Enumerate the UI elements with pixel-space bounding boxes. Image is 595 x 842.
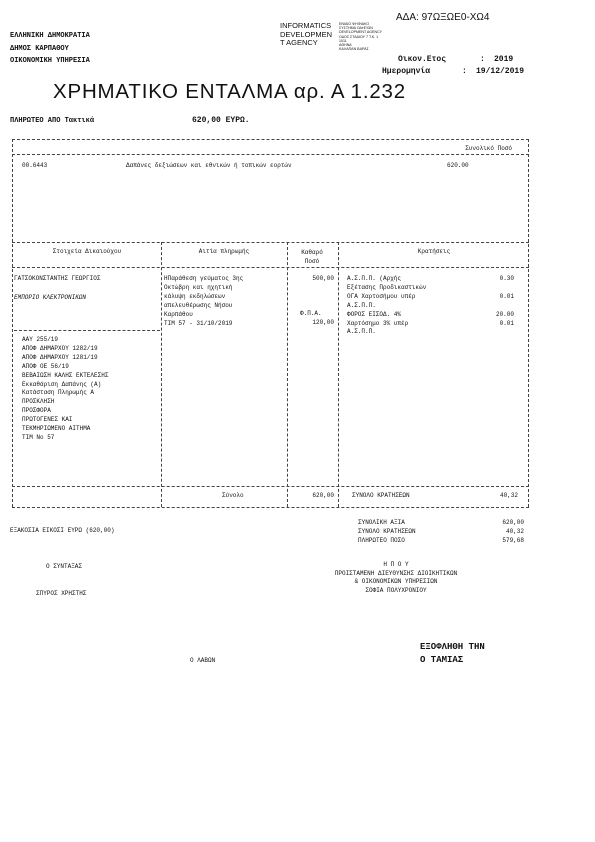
beneficiary-business: ΕΜΠΟΡΙΟ ΚΛΕΚΤΡΟΝΙΚΩΝ (14, 294, 87, 301)
doc-item: ΠΡΟΣΦΟΡΑ (22, 407, 51, 415)
cause-line: Καρπάθου (164, 310, 193, 318)
total-deductions-label: ΣΥΝΟΛΟ ΚΡΑΤΗΣΕΩΝ (352, 492, 410, 499)
header-rule (12, 154, 529, 155)
agency-logo-line-2: DEVELOPMEN (280, 29, 333, 39)
issuer-line-3: ΟΙΚΟΝΟΜΙΚΗ ΥΠΗΡΕΣΙΑ (10, 57, 90, 65)
doc-item: ΑΠΟΦ ΔΗΜΑΡΧΟΥ 1281/19 (22, 353, 98, 361)
col-net (288, 248, 336, 266)
sum-label: Σύνολο (222, 492, 244, 499)
final-total-value: 620,00 (502, 519, 524, 526)
fiscal-year-label: Οικον.Ετος (398, 55, 447, 64)
col-cause: Αιτία πληρωμής (198, 248, 250, 255)
agency-small-line: ΟΔΟΣ ΣΤΑΔΙΟΥ 7 Τ.Κ. 1 (339, 34, 379, 39)
issuer-line-2: ΔΗΜΟΣ ΚΑΡΠΑΘΟΥ (10, 44, 69, 53)
compiler-role: Ο ΣΥΝΤΑΞΑΣ (46, 563, 83, 570)
fiscal-year-sep: : (480, 55, 485, 64)
doc-item: Κατάσταση Πληρωμής Α (22, 389, 95, 397)
doc-item: Εκκαθάριση Δαπάνης (Α) (22, 380, 102, 388)
final-totals-labels (358, 518, 416, 545)
vat-amount: 120,00 (312, 319, 334, 326)
deduction-value: 0.01 (499, 292, 514, 300)
payment-cause (164, 275, 243, 328)
final-total-value: 579,68 (502, 537, 524, 544)
final-total-label: ΠΛΗΡΩΤΕΟ ΠΟΣΟ (358, 537, 405, 544)
details-top-rule (12, 242, 529, 243)
col-net-line-1: Καθαρό (301, 249, 323, 256)
deduction-value: 0.01 (499, 319, 514, 327)
agency-logo-small-text (339, 22, 382, 51)
col-header-rule (12, 267, 529, 268)
amount-in-words: ΕΞΑΚΟΣΙΑ ΕΙΚΟΣΙ ΕΥΡΩ (620,00) (10, 527, 115, 534)
col-deductions: Κρατήσεις (417, 248, 451, 255)
col-sep-3 (338, 242, 339, 507)
agency-logo-line-3: T AGENCY (280, 38, 318, 48)
table-left-border (12, 139, 13, 507)
approver-role-2: & ΟΙΚΟΝΟΜΙΚΩΝ ΥΠΗΡΕΣΙΩΝ (354, 578, 438, 585)
deduction-label: Α.Σ.Π.Π. (Αρχής (347, 275, 402, 282)
agency-logo (280, 22, 332, 48)
agency-small-line: ΑΘΗΝΑ (339, 43, 352, 48)
paid-stamp (420, 641, 485, 667)
deduction-values (470, 275, 514, 337)
budget-description: Δαπάνες δεξιώσεων και εθνικών ή τοπικών εορτών (126, 162, 292, 169)
budget-code: 00.6443 (22, 162, 48, 169)
payable-amount: 620,00 ΕΥΡΩ. (192, 116, 250, 125)
beneficiary-name: ΓΑΤΣΟΚΟΝΣΤΑΝΤΗΣ ΓΕΩΡΓΙΟΣ (14, 275, 101, 282)
agency-small-line: ΚΑΛΑΠΑΝ ΒΑΡΑΣ (339, 47, 369, 52)
cause-line: Οκτώβρη και ηχητική (164, 283, 233, 291)
net-amount: 500,00 (312, 275, 334, 282)
approver-name: ΣΟΦΙΑ ΠΟΛΥΧΡΟΝΙΟΥ (365, 586, 427, 594)
totals-top-rule (12, 486, 529, 487)
col-beneficiary: Στοιχεία Δικαιούχου (52, 248, 122, 255)
budget-amount: 620.00 (447, 162, 469, 169)
date-value: 19/12/2019 (476, 67, 525, 76)
deduction-value (470, 302, 514, 311)
receiver-label: Ο ΛΑΒΩΝ (190, 657, 216, 664)
deduction-label: Εξέτασης Προδικαστικών (347, 283, 427, 291)
final-total-value: 40,32 (505, 528, 524, 535)
deduction-value: 20.00 (495, 310, 514, 318)
doc-item: ΒΕΒΑΙΩΣΗ ΚΑΛΗΣ ΕΚΤΕΛΕΣΗΣ (22, 371, 109, 379)
deduction-value: 0.30 (499, 275, 514, 282)
agency-small-line: ΕΝΙΑΙΟ ΨΗΦΙΑΚΟ (339, 22, 370, 26)
document-title: ΧΡΗΜΑΤΙΚΟ ΕΝΤΑΛΜΑ αρ. Α 1.232 (53, 80, 406, 103)
paid-line-1: ΕΞΟΦΛΗΘΗ ΤΗΝ (420, 642, 485, 652)
total-deductions-amount: 40,32 (499, 492, 518, 499)
beneficiary-separator (14, 330, 160, 331)
paid-line-2: Ο ΤΑΜΙΑΣ (420, 655, 464, 665)
fiscal-year-value: 2019 (494, 55, 514, 64)
approver-block (296, 561, 496, 595)
deduction-value (470, 284, 514, 293)
summary-header: Συνολικό Ποσό (465, 145, 512, 152)
beneficiary-docs (22, 336, 108, 443)
date-sep: : (462, 67, 467, 76)
cause-line: κάλυψη εκδηλώσεων (164, 292, 226, 300)
date-label: Ημερομηνία (382, 67, 431, 76)
ada-number: ΑΔΑ: 97ΩΞΩΕ0-ΧΩ4 (396, 12, 490, 23)
doc-item: ΠΡΟΣΚΛΗΣΗ (22, 398, 55, 406)
table-bottom-rule (12, 507, 529, 508)
approver-title: Η Π Ο Υ (383, 561, 409, 568)
deduction-label: Α.Σ.Π.Π. (347, 328, 376, 336)
doc-item: ΠΡΩΤΟΓΕΝΕΣ ΚΑΙ (22, 416, 73, 424)
doc-item: ΑΑΥ 255/19 (22, 336, 59, 343)
col-sep-2 (287, 242, 288, 507)
deduction-value (470, 328, 514, 337)
issuer-line-1: ΕΛΛΗΝΙΚΗ ΔΗΜΟΚΡΑΤΙΑ (10, 32, 90, 40)
agency-small-line: DEVELOPMENT AGENCY (339, 30, 383, 35)
issuer-block (10, 30, 90, 68)
table-right-border (528, 139, 529, 507)
deduction-label: Χαρτόσημο 3% υπέρ (347, 319, 409, 327)
approver-role-1: ΠΡΟΙΣΤΑΜΕΝΗ ΔΙΕΥΘΥΝΣΗΣ ΔΙΟΙΚΗΤΙΚΩΝ (334, 569, 458, 577)
deduction-labels (347, 275, 426, 337)
deduction-label: ΟΓΑ Χαρτοσήμου υπέρ (347, 292, 416, 300)
doc-item: ΑΠΟΦ ΟΕ 56/19 (22, 362, 69, 370)
final-totals-values (478, 518, 524, 545)
deduction-label: Α.Σ.Π.Π. (347, 301, 376, 309)
col-net-line-2: Ποσό (304, 258, 320, 265)
payable-label: ΠΛΗΡΩΤΕΟ ΑΠΟ Τακτικά (10, 117, 95, 125)
table-top-rule (12, 139, 529, 140)
agency-small-line: ΣΥΣΤΗΜΑ ΟΔΗΓΙΩΝ (339, 26, 373, 31)
cause-line: απελευθέρωσης Νήσου (164, 301, 233, 309)
deduction-label: ΦΟΡΟΣ ΕΙΣΟΔ. 4% (347, 310, 402, 318)
sum-amount: 620,00 (312, 492, 334, 499)
doc-item: ΤΕΚΜΗΡΙΩΜΕΝΟ ΑΙΤΗΜΑ (22, 425, 91, 433)
agency-small-line: 1011 (339, 38, 347, 43)
col-sep-1 (161, 242, 162, 507)
cause-line: ΤΙΜ 57 - 31/10/2019 (164, 319, 233, 327)
doc-item: ΤΙΜ Νο 57 (22, 433, 55, 441)
cause-line: ΗΠαράθεση γεύματος 3ης (164, 275, 244, 282)
agency-logo-line-1: INFORMATICS (280, 21, 332, 30)
doc-item: ΑΠΟΦ ΔΗΜΑΡΧΟΥ 1282/19 (22, 344, 98, 352)
final-total-label: ΣΥΝΟΛΟ ΚΡΑΤΗΣΕΩΝ (358, 528, 416, 535)
compiler-name: ΣΠΥΡΟΣ ΧΡΗΣΤΗΣ (36, 590, 87, 597)
vat-label: Φ.Π.Α. (300, 310, 322, 317)
final-total-label: ΣΥΝΟΛΙΚΗ ΑΞΙΑ (358, 519, 405, 526)
